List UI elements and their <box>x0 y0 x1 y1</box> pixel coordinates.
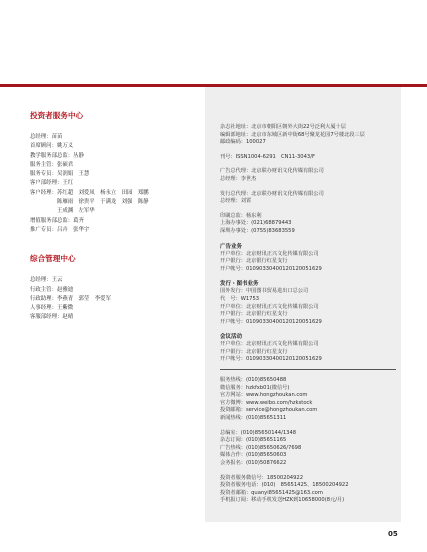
address-line: 邮政编码：100027 <box>220 139 266 146</box>
investor-center-title: 投资者服务中心 <box>30 111 84 120</box>
staff-line: 服务专员：吴润娟 王慧 <box>30 171 90 178</box>
right-info-content <box>220 124 396 505</box>
contact-line: 服务热线：(010)85650488 <box>220 377 287 384</box>
contact-line: 官方网站：www.hongzhoukan.com <box>220 392 308 399</box>
general-center-list <box>30 276 200 322</box>
office-line: 深圳办事处：(0755)83683559 <box>220 227 295 234</box>
bank-line: 开户单位：北京财讯正兴文化传媒有限公司 <box>220 250 319 257</box>
contact-line: 总编室：(010)85650144/1348 <box>220 429 297 436</box>
bank-line: 开户帐号：01090330400120120051629 <box>220 318 322 325</box>
ad-agent-line: 总经理：李世杰 <box>220 175 257 182</box>
investor-center-list <box>30 133 200 235</box>
bank-line: 开户帐号：01090330400120120051629 <box>220 356 322 363</box>
staff-line: 客户部经理：王红 <box>30 180 74 187</box>
distribution-agent-line: 发行总代理：北京联办财讯文化传媒有限公司 <box>220 190 324 197</box>
contact-line: 投资者服务电话：(010) 85651425、18500204922 <box>220 482 349 489</box>
contact-line: 新闻热线：(010)85651311 <box>220 415 287 422</box>
ad-business-heading: 广告业务 <box>220 243 243 250</box>
staff-line: 教学服务部总监：丛静 <box>30 152 84 159</box>
staff-line: 增值服务部总监：葛齐 <box>30 217 84 224</box>
bank-line: 开户单位：北京财讯正兴文化传媒有限公司 <box>220 303 319 310</box>
staff-line: 首席顾问：姚万义 <box>30 143 74 150</box>
contact-line: 微信服务：hzkfxb01(微信号) <box>220 384 290 391</box>
contact-line: 会务报名：(010)50876622 <box>220 460 287 466</box>
address-line: 编辑部地址：北京市东城区新中街68号聚龙花园7号楼北段三层 <box>220 131 365 138</box>
staff-line: 推广专员：吕卉 张华宇 <box>30 226 90 233</box>
staff-line: 总经理：王云 <box>30 277 63 284</box>
staff-line: 服务主管：张硕君 <box>30 161 74 168</box>
staff-line: 总经理：苗苗 <box>30 134 63 140</box>
distribution-agent-line: 总经理：刘霄 <box>220 198 252 205</box>
contact-line: 投资者服务微信号：18500204922 <box>220 474 303 481</box>
staff-line: 客户经理：苏红超 刘爱凤 杨永立 田园 郑鹏 <box>30 189 149 196</box>
contact-line: 官方微博：www.weibo.com/hzkstock <box>220 399 313 406</box>
bank-line: 开户银行：北京银行红星支行 <box>220 348 288 355</box>
contact-line: 媒体合作：(010)85650603 <box>220 452 287 459</box>
general-center-title: 综合管理中心 <box>30 254 76 264</box>
bank-line: 代 号：W1753 <box>220 295 260 302</box>
bank-line: 开户银行：北京银行红星支行 <box>220 258 288 265</box>
bank-line: 开户单位：北京财讯正兴文化传媒有限公司 <box>220 341 319 348</box>
staff-line: 王成渊 左军华 <box>30 208 95 215</box>
staff-line: 行政主管：赵雅迪 <box>30 286 74 293</box>
staff-line: 人事经理：王紫微 <box>30 305 74 312</box>
staff-line: 行政助理：李燕青 郭莹 李爱军 <box>30 295 111 302</box>
office-line: 印刷总监：杨东利 <box>220 212 262 219</box>
section-divider <box>220 369 396 370</box>
staff-line: 客服部经理：赵晴 <box>30 314 74 321</box>
contact-line: 投资邮箱：service@hongzhoukan.com <box>220 407 318 414</box>
events-heading: 会议活动 <box>220 334 243 341</box>
bank-line: 国外发行：中国图书贸易进出口总公司 <box>220 288 309 295</box>
page-number: 05 <box>388 530 398 538</box>
contact-line: 手机报订阅：移动手机发送HZK到10658000(8元/月) <box>220 497 345 504</box>
staff-line: 陈雁雨 徐贵平 于满龙 刘强 陈静 <box>30 199 149 206</box>
left-column <box>30 110 200 323</box>
ad-agent-line: 广告总代理：北京联办财讯文化传媒有限公司 <box>220 168 324 175</box>
issn-line: 刊号：ISSN1004-6291 CN11-3043/F <box>220 153 315 160</box>
bank-line: 开户帐号：01090330400120120051629 <box>220 265 322 272</box>
right-info-panel <box>205 87 401 522</box>
bank-line: 开户银行：北京银行红星支行 <box>220 311 288 318</box>
contact-line: 投资者邮箱：quanyi85651425@163.com <box>220 489 323 496</box>
contact-line: 杂志订阅：(010)85651165 <box>220 437 287 444</box>
distribution-heading: 发行・图书业务 <box>220 281 259 288</box>
contact-line: 广告热线：(010)85650626/7698 <box>220 444 302 451</box>
address-line: 杂志社地址：北京市朝阳区朝外大街22号泛利大厦十层 <box>220 124 346 130</box>
office-line: 上海办事处：(021)68879443 <box>220 220 292 227</box>
